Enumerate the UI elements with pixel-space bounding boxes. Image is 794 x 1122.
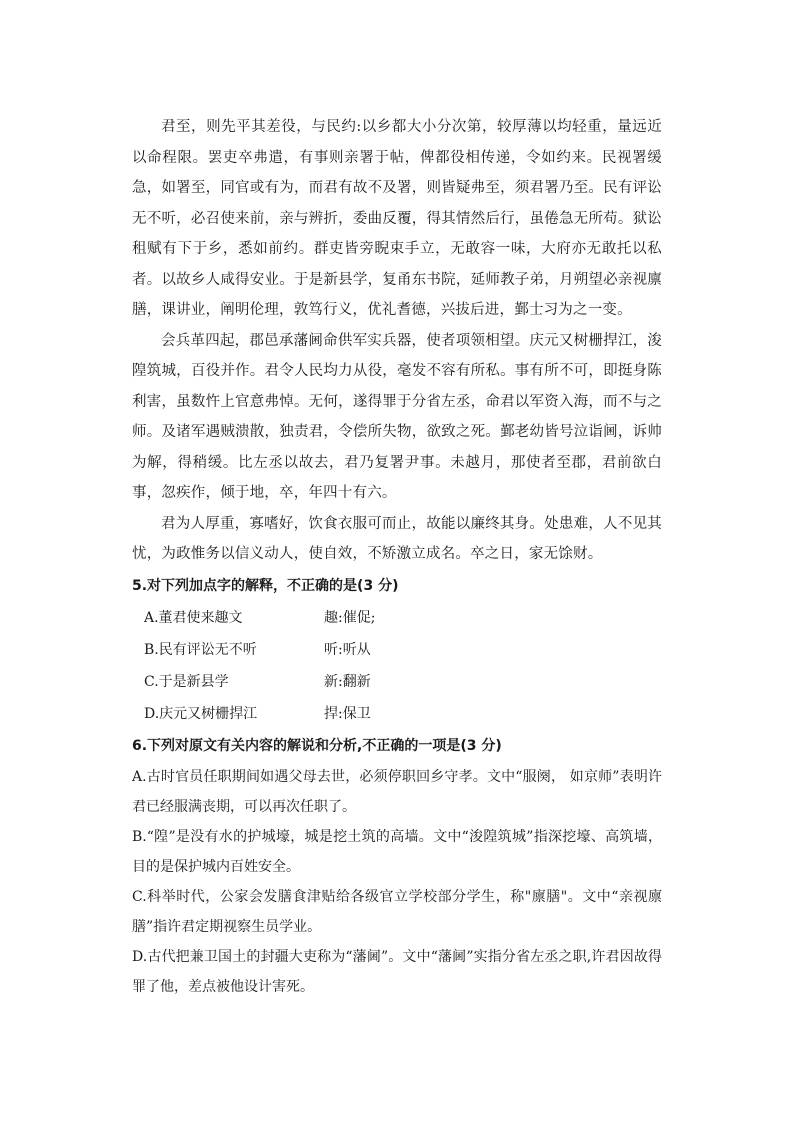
option-text: C.于是新县学 [144,673,229,690]
option-text: D.庆元又树栅捍江 [144,705,258,722]
option-text: A.董君使来趣文 [144,609,243,626]
question-6-option-c: C.科举时代，公家会发膳食津贴给各级官立学校部分学生，称"廪膳"。文中“亲视廪膳”指许君定期视察生员学业。 [132,888,662,935]
question-6-option-b: B.“隍”是没有水的护城壕，城是挖土筑的高墙。文中“浚隍筑城”指深挖壕、高筑墙，目的是保护城内百姓安全。 [132,828,662,875]
question-5-option-c [132,666,662,698]
passage-paragraph-1: 君至，则先平其差役，与民约:以乡都大小分次第，较厚薄以均轻重，量远近以命程限。罢吏卒弗遣，有事则亲署于帖，俾都役相传递，令如约来。民视署缓急，如署至，同官或有为，而君有故不及署，则皆疑弗至，须君署乃至。民有评讼无不听，必召使来前，亲与辨折，委曲反覆，得其情然后行，虽倦急无所苟。狱讼租赋有下于乡，悉如前约。群吏皆旁睨束手立，无敢容一味，大府亦无敢托以私者。以故乡人咸得安业。于是新县学，复甬东书院，延师教子弟，月朔望必亲视廪膳，课讲业，阐明伦理，敦笃行义，优礼耆德，兴拔后进，鄞士习为之一变。 [132,119,662,318]
question-6-title: 6.下列对原文有关内容的解说和分析,不正确的一项是(3 分) [132,737,502,754]
passage-paragraph-3: 君为人厚重，寡嗜好，饮食衣服可而止，故能以廉终其身。处患难，人不见其忧，为政惟务以信义动人，使自效，不矫激立成名。卒之日，家无馀财。 [132,515,662,562]
question-5-option-b [132,634,662,666]
passage-paragraph-2: 会兵革四起，郡邑承藩阃命供军实兵器，使者项领相望。庆元又树栅捍江，浚隍筑城，百役并作。君令人民均力从役，毫发不容有所私。事有所不可，即挺身陈利害，虽数忤上官意弗悼。无何，遂得罪于分省左丞，命君以军资入海，而不与之师。及诸军遇贼溃散，独责君，令偿所失物，欲致之死。鄞老幼皆号泣诣阃，诉帅为解，得稍缓。比左丞以故去，君乃复署尹事。未越月，那使者至郡，君前欲白事，忽疾作，倾于地，卒，年四十有六。 [132,332,662,501]
question-5-option-a [132,602,662,634]
option-gloss: 捍:保卫 [324,705,371,722]
option-gloss: 新:翻新 [324,673,371,690]
option-gloss: 听:听从 [324,641,371,658]
option-gloss: 趣:催促; [324,609,376,626]
question-6-option-d: D.古代把兼卫国土的封疆大吏称为“藩阃”。文中“藩阃”实指分省左丞之职,许君因故得罪了他，差点被他设计害死。 [132,948,662,995]
question-5-title: 5.对下列加点字的解释，不正确的是(3 分) [132,577,399,594]
option-text: B.民有评讼无不听 [144,641,257,658]
document-content [132,112,662,1002]
question-6-option-a: A.古时官员任职期间如遇父母去世，必须停职回乡守孝。文中“服阕， 如京师”表明许君已经服满丧期，可以再次任职了。 [132,768,662,815]
question-5-option-d [132,698,662,730]
